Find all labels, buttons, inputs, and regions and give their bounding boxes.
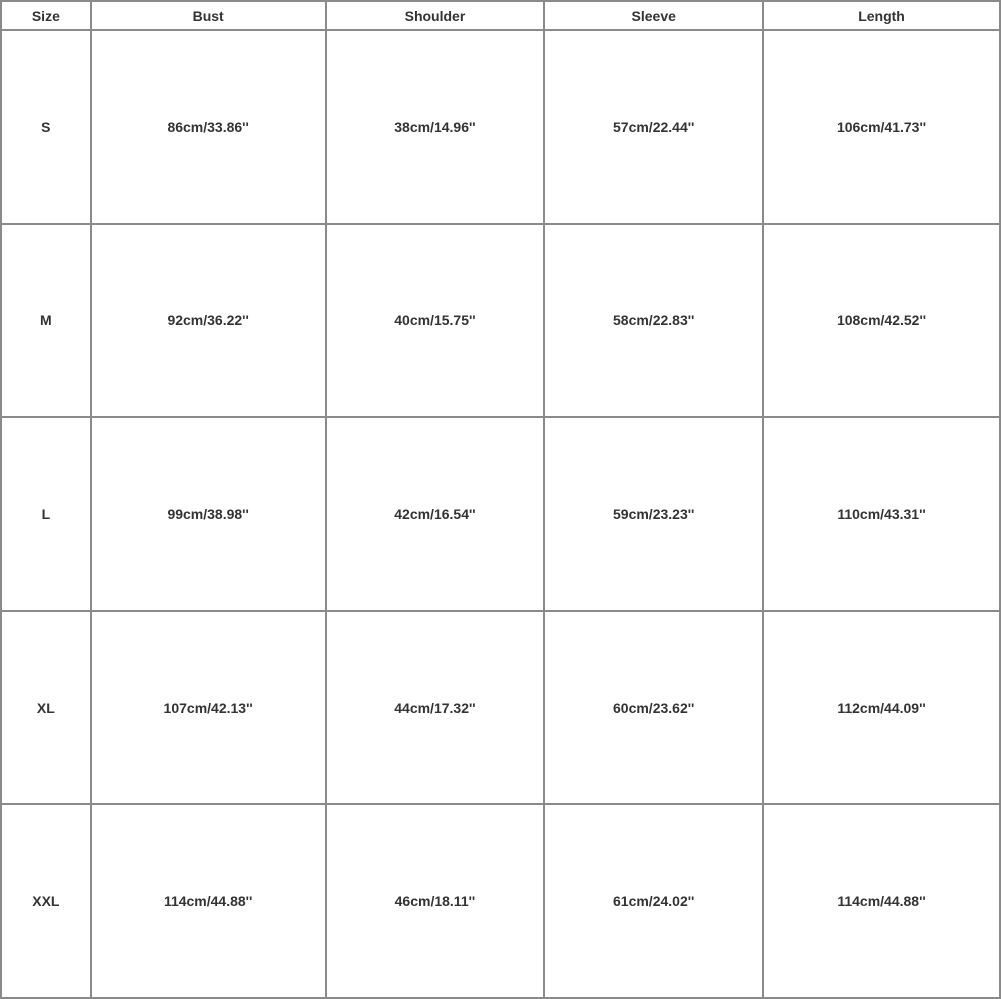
cell-length: 110cm/43.31'' — [763, 417, 1000, 611]
table-header — [1, 1, 1000, 30]
cell-bust: 86cm/33.86'' — [91, 30, 326, 224]
header-bust: Bust — [91, 1, 326, 30]
cell-length: 112cm/44.09'' — [763, 611, 1000, 805]
cell-length: 106cm/41.73'' — [763, 30, 1000, 224]
cell-bust: 114cm/44.88'' — [91, 804, 326, 998]
header-row — [1, 1, 1000, 30]
cell-length: 108cm/42.52'' — [763, 224, 1000, 418]
header-sleeve: Sleeve — [544, 1, 763, 30]
cell-size: M — [1, 224, 91, 418]
cell-length: 114cm/44.88'' — [763, 804, 1000, 998]
table-row — [1, 611, 1000, 805]
cell-bust: 107cm/42.13'' — [91, 611, 326, 805]
cell-shoulder: 42cm/16.54'' — [326, 417, 545, 611]
cell-shoulder: 40cm/15.75'' — [326, 224, 545, 418]
cell-bust: 99cm/38.98'' — [91, 417, 326, 611]
table-row — [1, 224, 1000, 418]
cell-size: XL — [1, 611, 91, 805]
cell-shoulder: 46cm/18.11'' — [326, 804, 545, 998]
header-length: Length — [763, 1, 1000, 30]
header-size: Size — [1, 1, 91, 30]
header-shoulder: Shoulder — [326, 1, 545, 30]
table-row — [1, 30, 1000, 224]
cell-sleeve: 58cm/22.83'' — [544, 224, 763, 418]
cell-size: S — [1, 30, 91, 224]
cell-sleeve: 57cm/22.44'' — [544, 30, 763, 224]
cell-sleeve: 59cm/23.23'' — [544, 417, 763, 611]
cell-size: L — [1, 417, 91, 611]
cell-sleeve: 61cm/24.02'' — [544, 804, 763, 998]
cell-size: XXL — [1, 804, 91, 998]
cell-bust: 92cm/36.22'' — [91, 224, 326, 418]
cell-shoulder: 44cm/17.32'' — [326, 611, 545, 805]
cell-sleeve: 60cm/23.62'' — [544, 611, 763, 805]
table-row — [1, 417, 1000, 611]
table-body — [1, 30, 1000, 998]
cell-shoulder: 38cm/14.96'' — [326, 30, 545, 224]
table-row — [1, 804, 1000, 998]
